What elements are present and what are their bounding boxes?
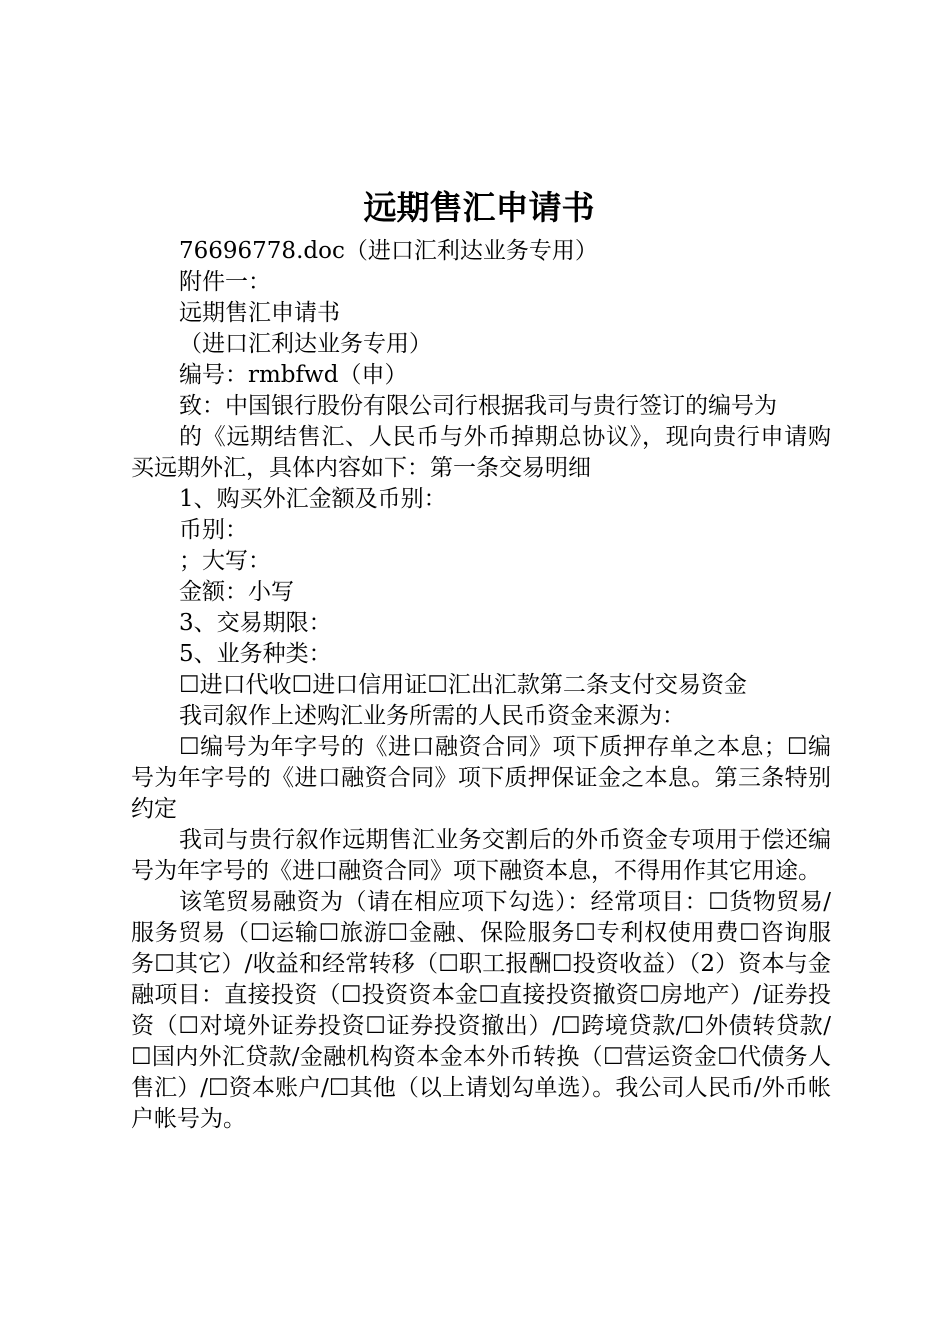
- address-paragraph: 致：中国银行股份有限公司行根据我司与贵行签订的编号为: [179, 393, 777, 419]
- pledge-paragraph: ☐编号为年字号的《进口融资合同》项下质押存单之本息；☐编号为年字号的《进口融资合同》项下质押保证金之本息。第三条特别约定: [131, 734, 831, 822]
- document-body: [131, 236, 831, 1135]
- special-terms-paragraph: 我司与贵行叙作远期售汇业务交割后的外币资金专项用于偿还编号为年字号的《进口融资合同》项下融资本息，不得用作其它用途。: [131, 827, 831, 884]
- agreement-paragraph: 的《远期结售汇、人民币与外币掉期总协议》，现向贵行申请购买远期外汇，具体内容如下：第一条交易明细: [131, 424, 831, 481]
- file-reference: 76696778.doc（进口汇利达业务专用）: [179, 238, 598, 264]
- trade-financing-paragraph: 该笔贸易融资为（请在相应项下勾选）：经常项目：☐货物贸易/服务贸易（☐运输☐旅游☐金融、保险服务☐专利权使用费☐咨询服务☐其它）/收益和经常转移（☐职工报酬☐投资收益）（2）资本与金融项目：直接投资（☐投资资本金☐直接投资撤资☐房地产）/证券投资（☐对境外证券投资☐证券投资撤出）/☐跨境贷款/☐外债转贷款/☐国内外汇贷款/金融机构资本金本外币转换（☐营运资金☐代债务人售汇）/☐资本账户/☐其他（以上请划勾单选）。我公司人民币/外币帐户帐号为。: [131, 889, 831, 1132]
- attachment-label: 附件一：: [179, 269, 271, 295]
- usage-note: （进口汇利达业务专用）: [179, 331, 432, 357]
- item-amount-figures: 金额：小写: [179, 579, 294, 605]
- business-type-options: ☐进口代收☐进口信用证☐汇出汇款第二条支付交易资金: [179, 672, 747, 698]
- item-business-type: 5、业务种类：: [179, 641, 332, 667]
- fund-source-line: 我司叙作上述购汇业务所需的人民币资金来源为：: [179, 703, 685, 729]
- form-subtitle: 远期售汇申请书: [179, 300, 340, 326]
- document-title: 远期售汇申请书: [363, 188, 595, 227]
- item-amount-capital: ；大写：: [179, 548, 271, 574]
- item-trade-term: 3、交易期限：: [179, 610, 332, 636]
- form-number: 编号：rmbfwd（申）: [179, 362, 408, 388]
- item-purchase-amount: 1、购买外汇金额及币别：: [179, 486, 447, 512]
- item-currency: 币别：: [179, 517, 248, 543]
